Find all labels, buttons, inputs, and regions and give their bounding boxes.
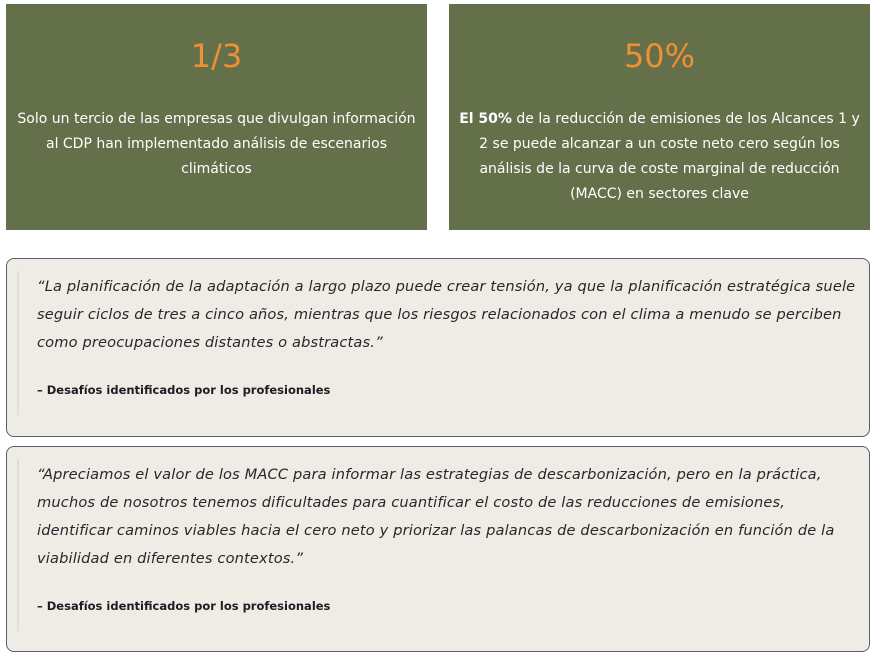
quote-text: “Apreciamos el valor de los MACC para informar las estrategias de descarbonización, pero en la práctica, muchos de nosotros tenemos dificultades para cuantificar el costo de las reducciones de emisiones, identificar caminos viables hacia el cero neto y priorizar las palancas de descarbonización en función de la viabilidad en diferentes contextos.” (37, 466, 835, 567)
quote-accent-bar (17, 271, 19, 415)
stat-card-one-third (6, 4, 427, 230)
quote-text: “La planificación de la adaptación a largo plazo puede crear tensión, ya que la planificación estratégica suele seguir ciclos de tres a cinco años, mientras que los riesgos relacionados con el clima a menudo se perciben como preocupaciones distantes o abstractas.” (37, 278, 856, 351)
stat-description-rest: de la reducción de emisiones de los Alcances 1 y 2 se puede alcanzar a un coste neto cero según los análisis de la curva de coste marginal de reducción (MACC) en sectores clave (479, 111, 860, 202)
stat-description: Solo un tercio de las empresas que divulgan información al CDP han implementado análisis de escenarios climáticos (17, 111, 416, 177)
stat-description-bold: El 50% (459, 111, 512, 127)
stat-description (453, 107, 866, 207)
stat-card-fifty-percent (449, 4, 870, 230)
quote-card (6, 446, 870, 652)
quote-source: – Desafíos identificados por los profesionales (37, 599, 331, 613)
quote-source: – Desafíos identificados por los profesionales (37, 383, 331, 397)
stat-value: 50% (623, 37, 696, 75)
stat-value: 1/3 (190, 37, 243, 75)
quote-card (6, 258, 870, 437)
quote-accent-bar (17, 459, 19, 631)
